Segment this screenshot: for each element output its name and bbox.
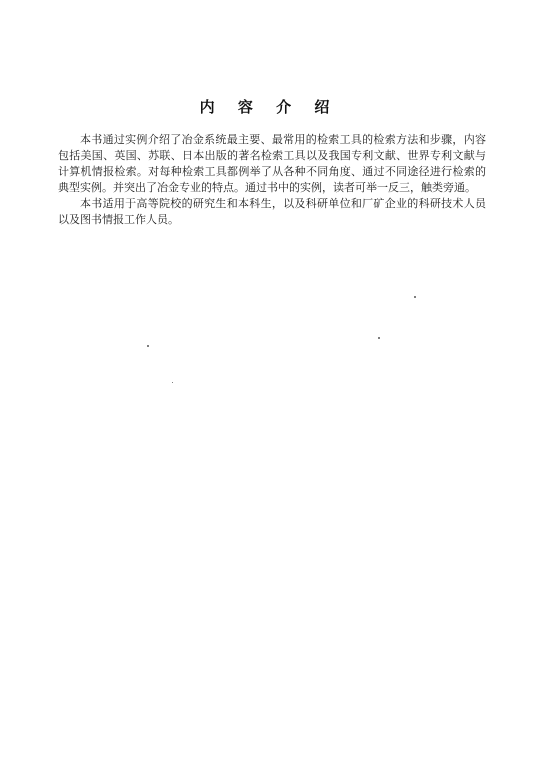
scan-speck	[378, 337, 380, 339]
scan-speck	[414, 296, 416, 298]
introduction-body	[58, 132, 486, 228]
scan-speck	[172, 382, 173, 383]
paragraph-content-summary: 本书通过实例介绍了冶金系统最主要、最常用的检索工具的检索方法和步骤，内容包括美国、英国、苏联、日本出版的著名检索工具以及我国专利文献、世界专利文献与计算机情报检索。对每种检索工具都例举了从各种不同角度、通过不同途径进行检索的典型实例。并突出了冶金专业的特点。通过书中的实例，读者可举一反三，触类旁通。	[58, 133, 486, 194]
scan-speck	[147, 345, 149, 347]
page-title: 内 容 介 绍	[199, 98, 339, 116]
paragraph-audience: 本书适用于高等院校的研究生和本科生，以及科研单位和厂矿企业的科研技术人员以及图书情报工作人员。	[58, 197, 486, 226]
